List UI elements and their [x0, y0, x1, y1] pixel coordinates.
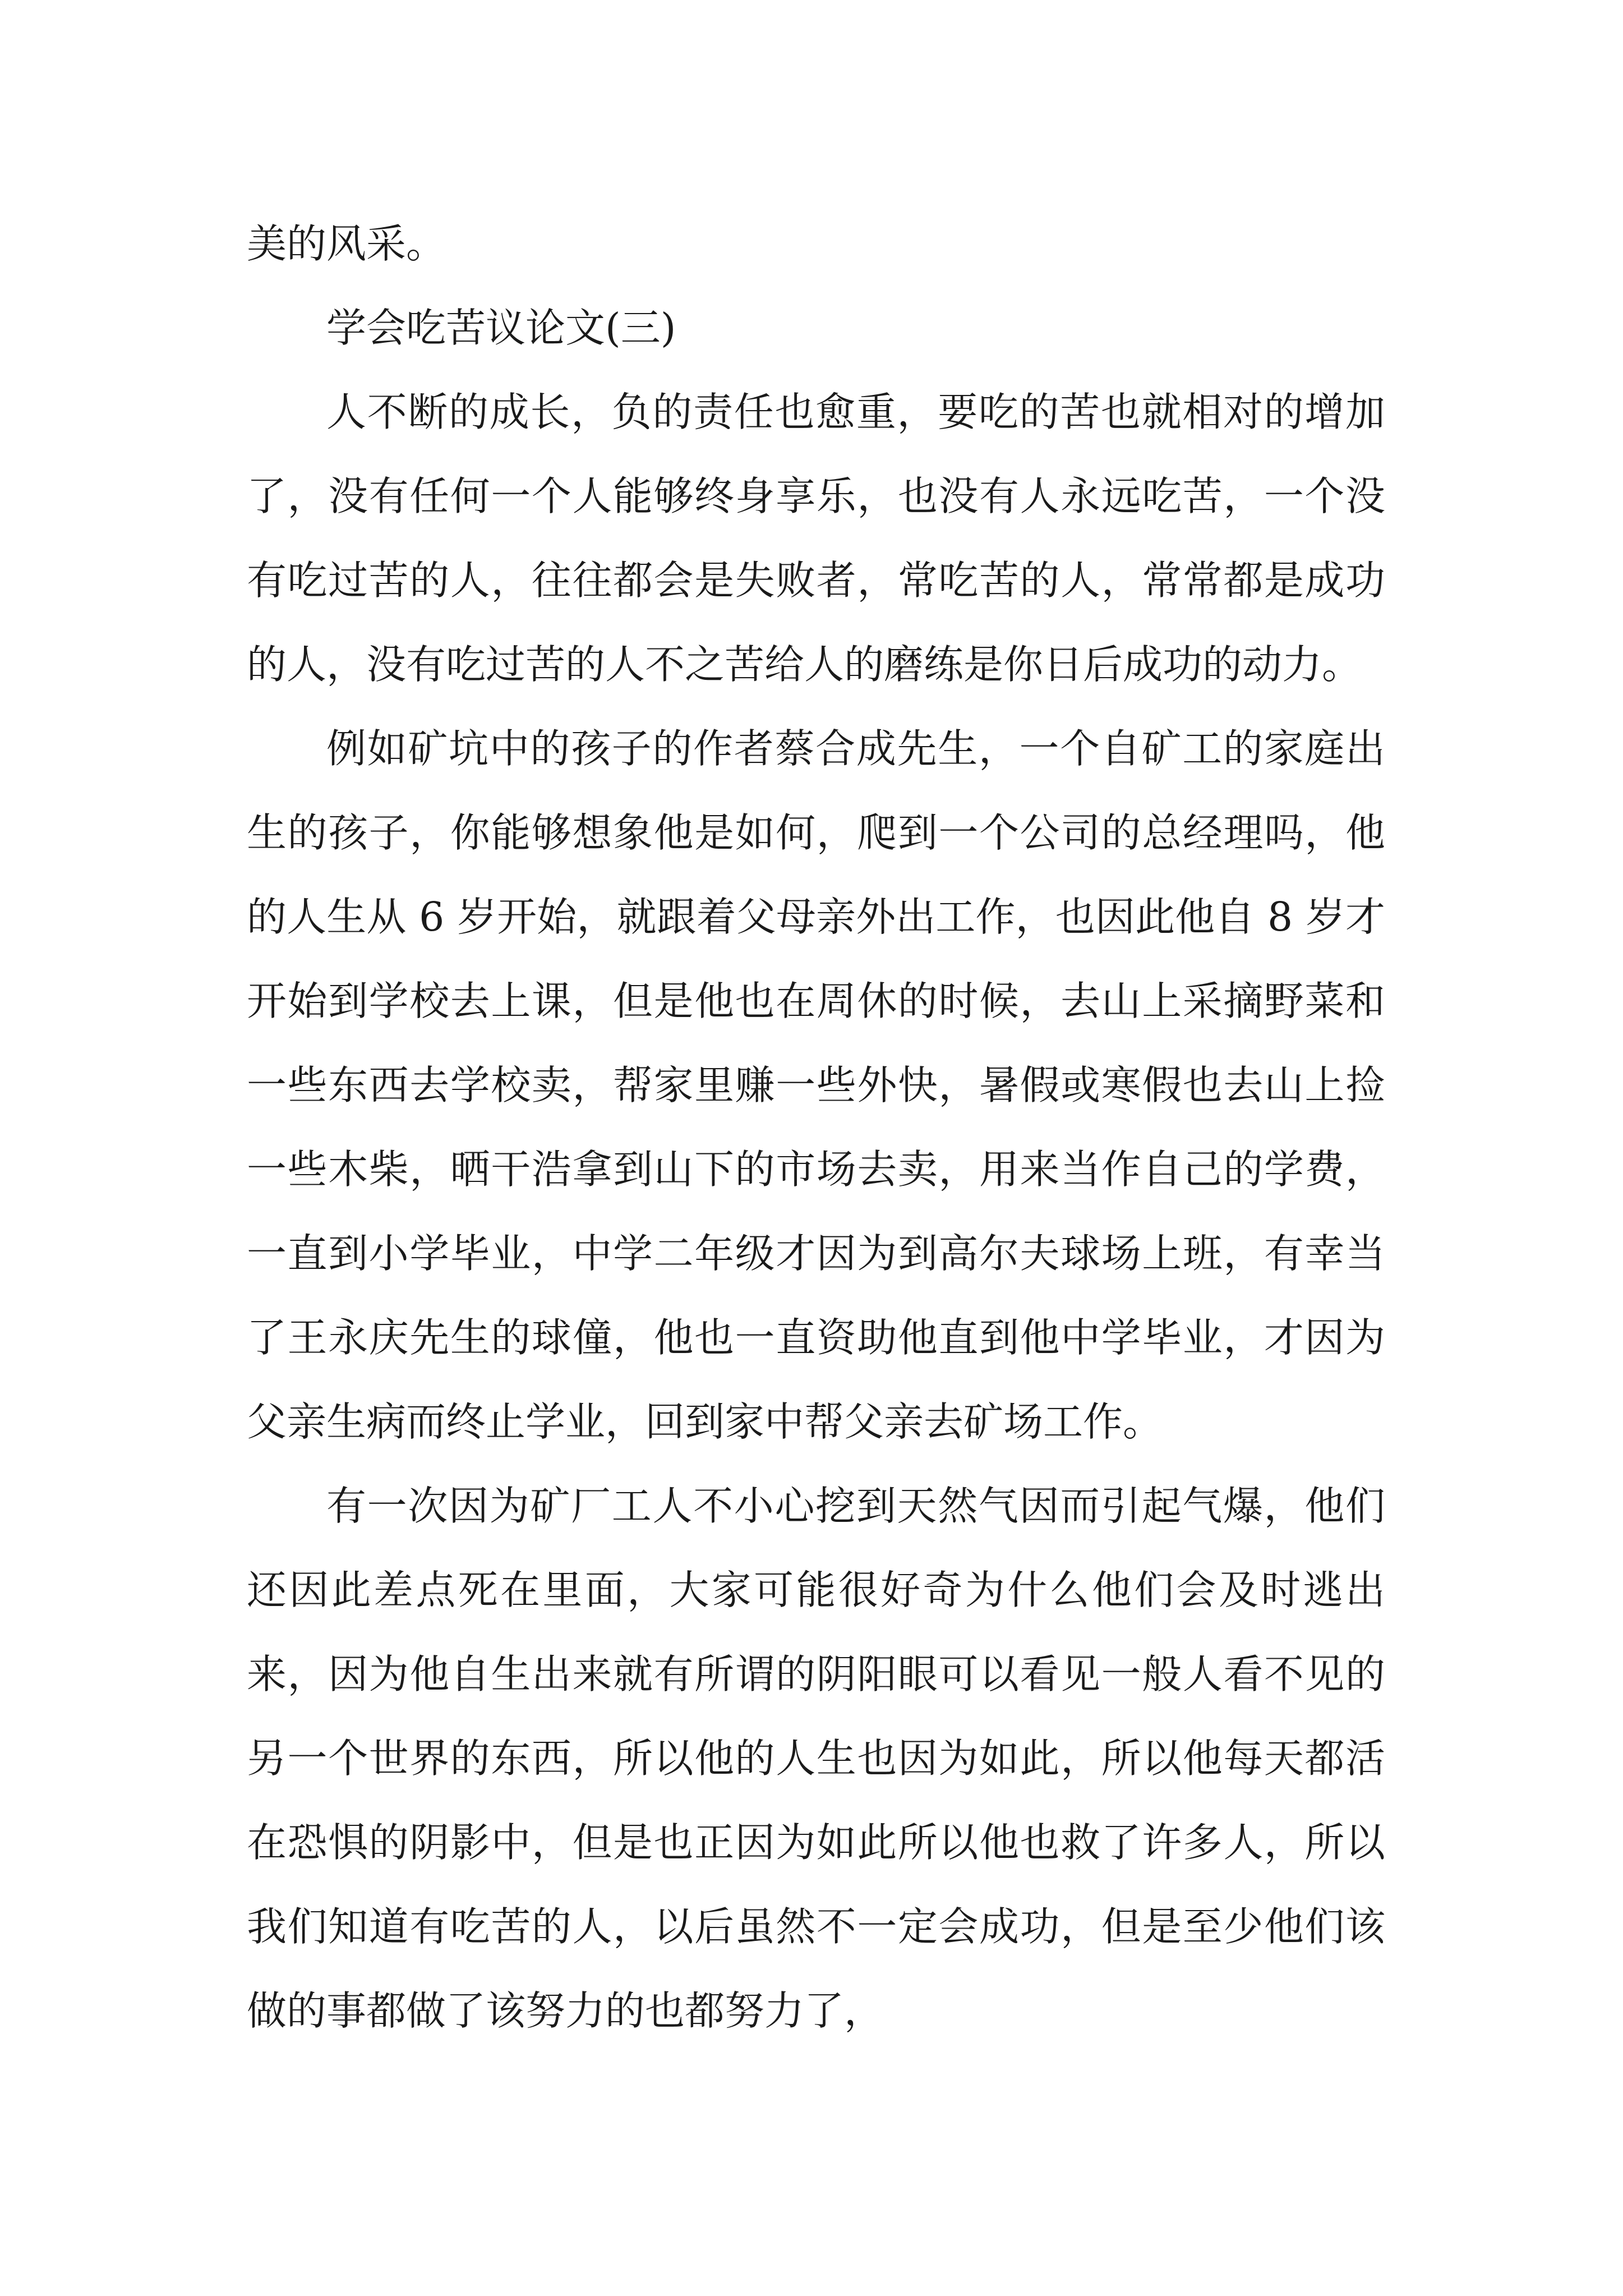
paragraph-3: 有一次因为矿厂工人不小心挖到天然气因而引起气爆，他们还因此差点死在里面，大家可能很好奇为什么他们会及时逃出来，因为他自生出来就有所谓的阴阳眼可以看见一般人看不见的另一个世界的东西，所以他的人生也因为如此，所以他每天都活在恐惧的阴影中，但是也正因为如此所以他也救了许多人，所以我们知道有吃苦的人，以后虽然不一定会成功，但是至少他们该做的事都做了该努力的也都努力了， — [247, 1483, 1385, 2034]
paragraph-1: 人不断的成长，负的责任也愈重，要吃的苦也就相对的增加了，没有任何一个人能够终身享乐，也没有人永远吃苦，一个没有吃过苦的人，往往都会是失败者，常吃苦的人，常常都是成功的人，没有吃过苦的人不之苦给人的磨练是你日后成功的动力。 — [247, 389, 1385, 688]
paragraph-2: 例如矿坑中的孩子的作者蔡合成先生，一个自矿工的家庭出生的孩子，你能够想象他是如何，爬到一个公司的总经理吗，他的人生从 6 岁开始，就跟着父母亲外出工作，也因此他自 8 岁才开始到学校去上课，但是他也在周休的时候，去山上采摘野菜和一些东西去学校卖，帮家里赚一些外快，暑假或寒假也去山上捡一些木柴，晒干浩拿到山下的市场去卖，用来当作自己的学费，一直到小学毕业，中学二年级才因为到高尔夫球场上班，有幸当了王永庆先生的球僮，他也一直资助他直到他中学毕业，才因为父亲生病而终止学业，回到家中帮父亲去矿场工作。 — [247, 725, 1385, 1445]
section-heading: 学会吃苦议论文(三) — [326, 305, 676, 351]
body-text — [247, 202, 1385, 2053]
continuation-paragraph: 美的风采。 — [247, 220, 446, 267]
